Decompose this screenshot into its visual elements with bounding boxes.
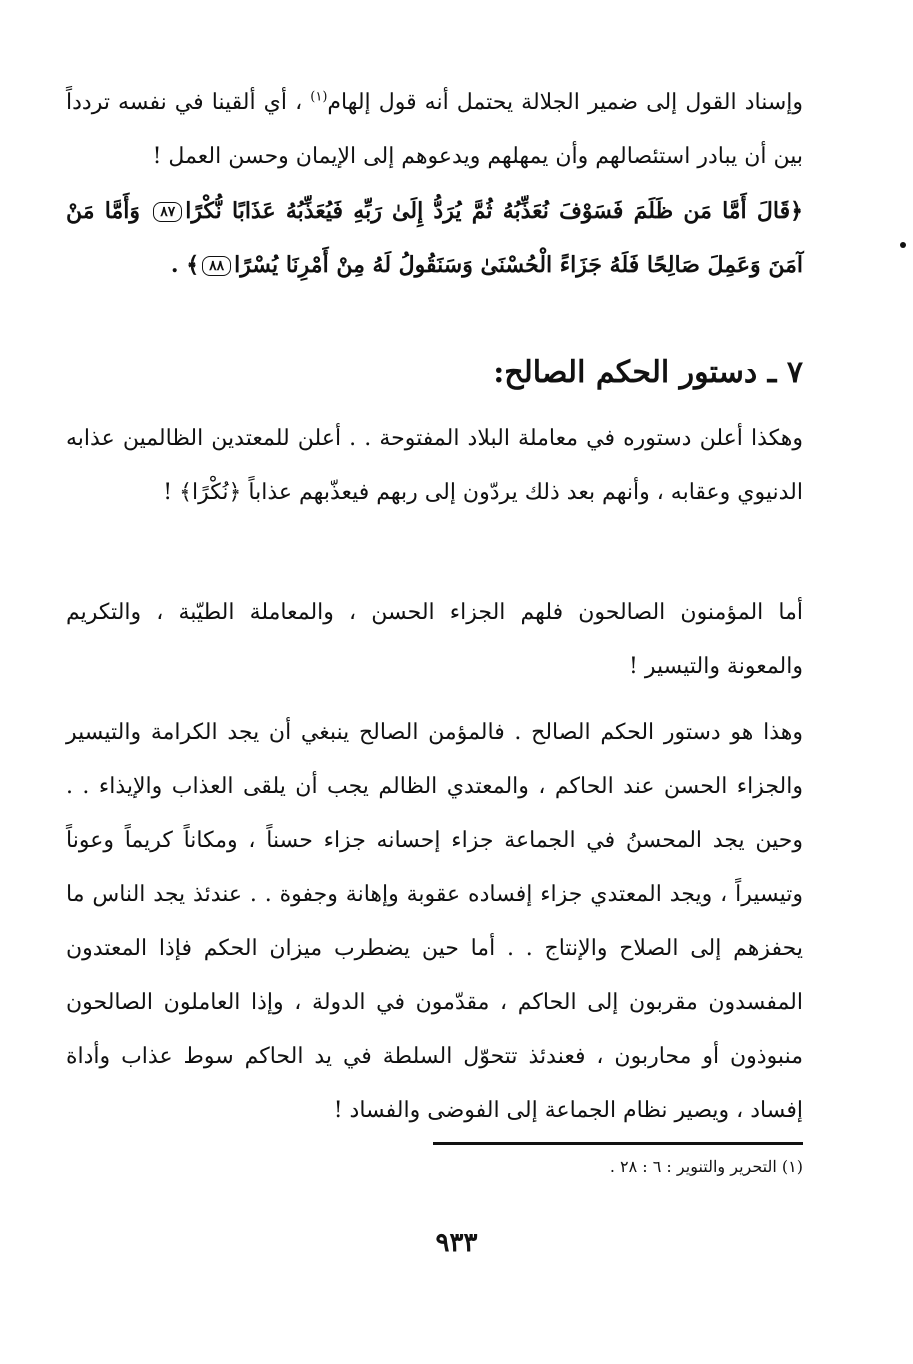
paragraph-3: أما المؤمنون الصالحون فلهم الجزاء الحسن ، والمعاملة الطيّبة ، والتكريم والمعونة والتيسير ! — [66, 600, 803, 679]
footnote-divider — [433, 1142, 803, 1145]
ayah-number-88: ٨٨ — [202, 256, 231, 276]
verse-part-2: وَأَمَّا مَنْ آمَنَ وَعَمِلَ صَالِحًا فَلَهُ جَزَاءً الْحُسْنَىٰ وَسَنَقُولُ لَهُ مِنْ أَمْرِنَا يُسْرًا — [66, 198, 803, 278]
ayah-number-87: ٨٧ — [153, 202, 182, 222]
paragraph-4: وهذا هو دستور الحكم الصالح . فالمؤمن الصالح ينبغي أن يجد الكرامة والتيسير والجزاء الحسن عند الحاكم ، والمعتدي الظالم يجب أن يلقى العذاب والإيذاء . . وحين يجد المحسنُ في الجماعة جزاء إحسانه جزاء حسناً ، ومكاناً كريماً وعوناً وتيسيراً ، ويجد المعتدي جزاء إفساده عقوبة وإهانة وجفوة . . عندئذ يجد الناس ما يحفزهم إلى الصلاح والإنتاج . . أما حين يضطرب ميزان الحكم فإذا المعتدون المفسدون مقربون إلى الحاكم ، مقدّمون في الدولة ، وإذا العاملون الصالحون منبوذون أو محاربون ، فعندئذ تتحوّل السلطة في يد الحاكم سوط عذاب وأداة إفساد ، ويصير نظام الجماعة إلى الفوضى والفساد ! — [66, 720, 803, 1123]
quran-verse — [66, 184, 803, 292]
paragraph-1-text: وإسناد القول إلى ضمير الجلالة يحتمل أنه قول إلهام — [327, 90, 804, 115]
verse-part-1: ﴿قَالَ أَمَّا مَن ظَلَمَ فَسَوْفَ نُعَذِّبُهُ ثُمَّ يُرَدُّ إِلَىٰ رَبِّهِ فَيُعَذِّبُهُ عَذَابًا نُّكْرًا — [185, 198, 803, 224]
footnote: (١) التحرير والتنوير : ٦ : ٢٨ . — [609, 1157, 803, 1176]
margin-mark — [900, 242, 906, 248]
page-number: ٩٣٣ — [435, 1228, 478, 1258]
paragraph-2: وهكذا أعلن دستوره في معاملة البلاد المفتوحة . . أعلن للمعتدين الظالمين عذابه الدنيوي وعقابه ، وأنهم بعد ذلك يردّون إلى ربهم فيعذّبهم عذاباً ﴿نُكْرًا﴾ ! — [66, 426, 803, 505]
section-heading: ٧ ـ دستور الحكم الصالح: — [493, 355, 803, 390]
verse-closing: ﴾ . — [170, 252, 200, 278]
paragraph-1-continuation: ، أي ألقينا في نفسه تردداً بين أن يبادر استئصالهم وأن يمهلهم ويدعوهم إلى الإيمان وحسن العمل ! — [66, 90, 803, 169]
footnote-reference: (١) — [310, 89, 328, 105]
paragraph-1 — [66, 76, 803, 184]
